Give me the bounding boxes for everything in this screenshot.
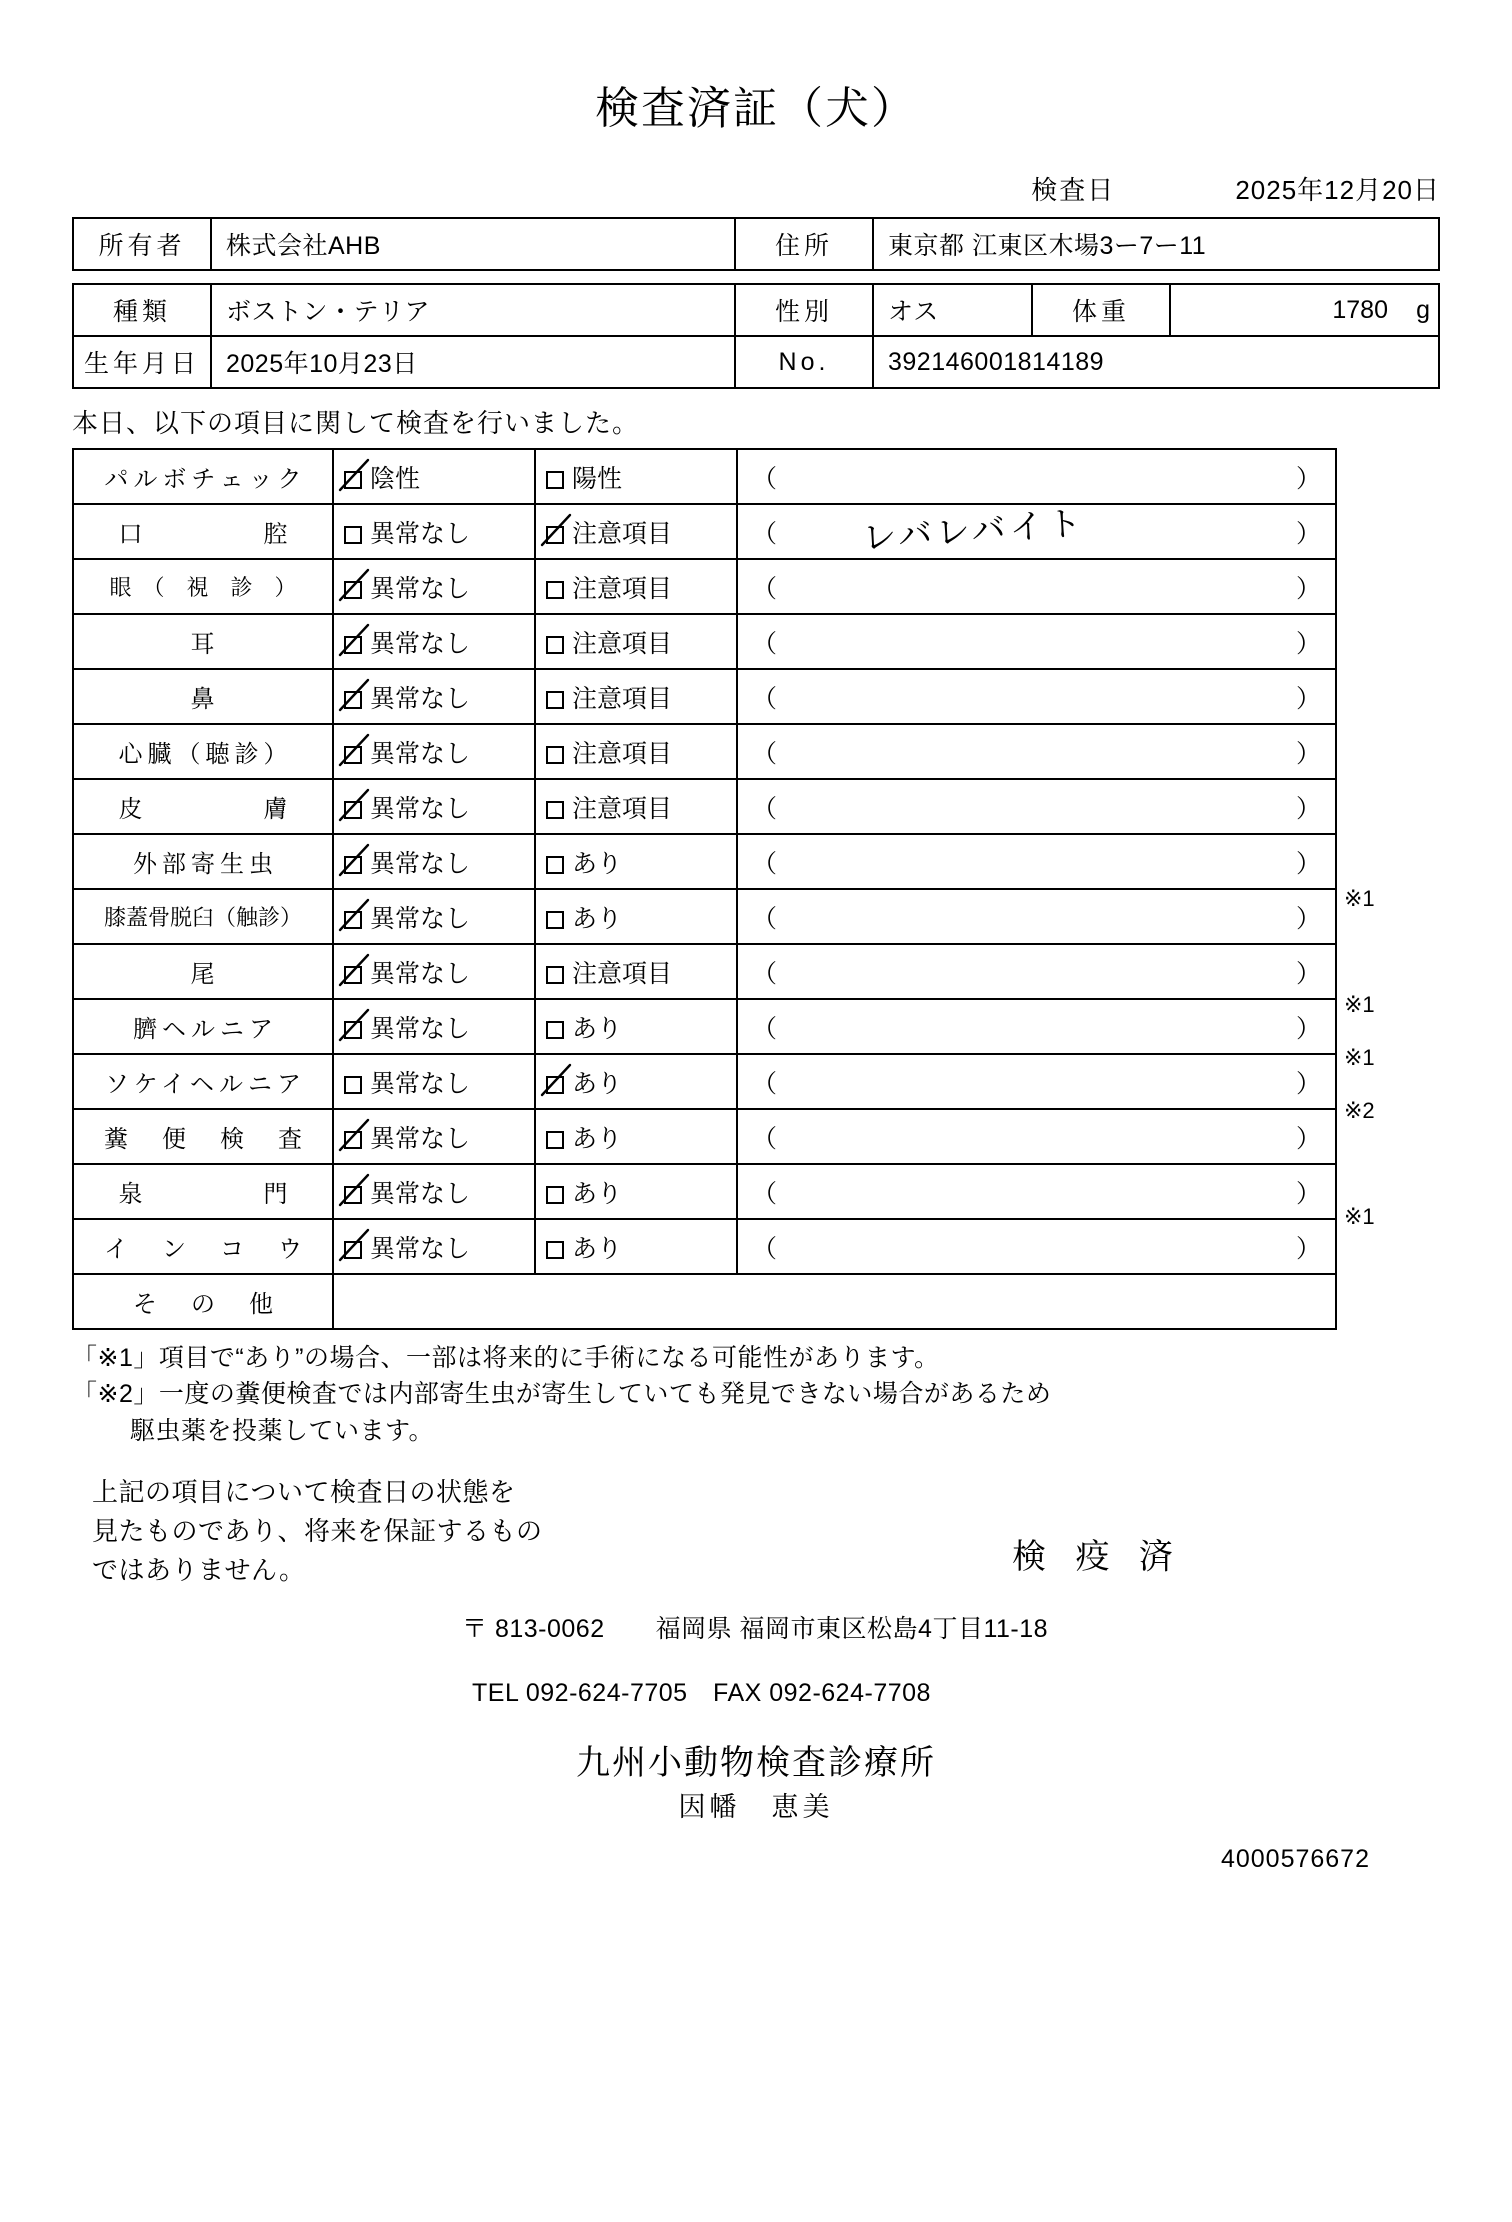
paren-close: ） bbox=[1295, 1069, 1321, 1098]
clinic-name: 九州小動物検査診療所 bbox=[576, 1743, 936, 1782]
checklist-note-marker: ※2 bbox=[1344, 1098, 1375, 1123]
checklist-option-1[interactable] bbox=[333, 1164, 535, 1219]
checklist-option-2-label: 陽性 bbox=[572, 464, 623, 493]
weight-label: 体重 bbox=[1032, 284, 1170, 336]
checklist-option-2[interactable] bbox=[535, 834, 737, 889]
checklist-remark-field[interactable] bbox=[737, 724, 1336, 779]
owner-label: 所有者 bbox=[73, 218, 211, 270]
checklist-option-2[interactable] bbox=[535, 779, 737, 834]
checklist-item-label: 眼 （ 視 診 ） bbox=[73, 559, 333, 614]
checklist-option-1-label: 異常なし bbox=[370, 519, 471, 548]
checkbox[interactable] bbox=[546, 581, 564, 599]
checkbox[interactable] bbox=[546, 471, 564, 489]
paren-open: （ bbox=[752, 1234, 778, 1263]
checklist-row bbox=[73, 724, 1336, 779]
checklist-option-2-label: 注意項目 bbox=[572, 574, 673, 603]
paren-close: ） bbox=[1295, 574, 1321, 603]
checklist-option-1-label: 異常なし bbox=[370, 629, 471, 658]
owner-value: 株式会社AHB bbox=[211, 218, 735, 270]
checklist-remark-field[interactable] bbox=[737, 559, 1336, 614]
birth-value: 2025年10月23日 bbox=[211, 336, 735, 388]
paren-open: （ bbox=[752, 849, 778, 878]
checkbox[interactable] bbox=[546, 911, 564, 929]
weight-value: 1780 bbox=[1332, 295, 1388, 324]
paren-close: ） bbox=[1295, 1179, 1321, 1208]
sex-value: オス bbox=[873, 284, 1032, 336]
checklist-row bbox=[73, 779, 1336, 834]
checklist-option-1-label: 異常なし bbox=[370, 1234, 471, 1263]
checkbox[interactable] bbox=[344, 966, 362, 984]
checkbox[interactable] bbox=[546, 856, 564, 874]
checklist-option-1-label: 異常なし bbox=[370, 959, 471, 988]
disclaimer bbox=[92, 1473, 543, 1590]
checkbox[interactable] bbox=[546, 746, 564, 764]
checkbox[interactable] bbox=[546, 691, 564, 709]
checklist-option-1[interactable] bbox=[333, 1054, 535, 1109]
paren-close: ） bbox=[1295, 849, 1321, 878]
checklist-option-1[interactable] bbox=[333, 724, 535, 779]
checklist-remark-field[interactable] bbox=[737, 944, 1336, 999]
weight-cell bbox=[1170, 284, 1439, 336]
footnotes bbox=[72, 1340, 1440, 1449]
paren-open: （ bbox=[752, 1179, 778, 1208]
paren-open: （ bbox=[752, 464, 778, 493]
checkbox[interactable] bbox=[344, 581, 362, 599]
checklist-item-label: パルボチェック bbox=[73, 449, 333, 504]
checklist-option-1[interactable] bbox=[333, 559, 535, 614]
paren-open: （ bbox=[752, 519, 778, 548]
checklist-row bbox=[73, 614, 1336, 669]
checklist-option-1-label: 異常なし bbox=[370, 1069, 471, 1098]
serial-number: 4000576672 bbox=[1220, 1844, 1370, 1873]
checklist-option-1[interactable] bbox=[333, 449, 535, 504]
paren-open: （ bbox=[752, 629, 778, 658]
checklist-option-1-label: 陰性 bbox=[370, 464, 421, 493]
checkbox[interactable] bbox=[546, 1021, 564, 1039]
footer-block bbox=[72, 1473, 1440, 1873]
checklist-row bbox=[73, 669, 1336, 724]
breed-value: ボストン・テリア bbox=[211, 284, 735, 336]
paren-close: ） bbox=[1295, 1014, 1321, 1043]
checklist-remark-field[interactable] bbox=[737, 614, 1336, 669]
checkbox[interactable] bbox=[344, 856, 362, 874]
checklist-item-label: 口 腔 bbox=[73, 504, 333, 559]
checklist-row bbox=[73, 999, 1336, 1054]
checklist-option-2[interactable] bbox=[535, 504, 737, 559]
checklist-option-1[interactable] bbox=[333, 504, 535, 559]
clinic-address: 〒 813-0062 福岡県 福岡市東区松島4丁目11-18 bbox=[462, 1614, 1049, 1643]
checkbox[interactable] bbox=[546, 1186, 564, 1204]
paren-open: （ bbox=[752, 684, 778, 713]
checklist-option-1-label: 異常なし bbox=[370, 1124, 471, 1153]
checklist-row bbox=[73, 1274, 1336, 1329]
checklist-option-2[interactable] bbox=[535, 1219, 737, 1274]
page-title: 検査済証（犬） bbox=[595, 83, 917, 134]
checklist-note-marker: ※1 bbox=[1344, 992, 1375, 1017]
checklist-remark-field[interactable] bbox=[737, 449, 1336, 504]
checklist-option-2-label: あり bbox=[572, 1179, 623, 1208]
paren-close: ） bbox=[1295, 739, 1321, 768]
checklist-option-2-label: あり bbox=[572, 1014, 623, 1043]
checklist-item-label: 泉 門 bbox=[73, 1164, 333, 1219]
checklist-row bbox=[73, 449, 1336, 504]
checklist-remark-field[interactable] bbox=[737, 779, 1336, 834]
checklist-option-2[interactable] bbox=[535, 889, 737, 944]
quarantine-stamp: 検 疫 済 bbox=[1012, 1537, 1183, 1576]
table-row bbox=[73, 336, 1439, 388]
checklist-option-1[interactable] bbox=[333, 1219, 535, 1274]
checkbox[interactable] bbox=[344, 746, 362, 764]
checklist-remark-field[interactable] bbox=[737, 1219, 1336, 1274]
checklist-wrapper bbox=[72, 448, 1440, 1330]
checklist-row bbox=[73, 944, 1336, 999]
checklist-remark-field[interactable] bbox=[737, 999, 1336, 1054]
paren-close: ） bbox=[1295, 959, 1321, 988]
checklist-option-2-label: 注意項目 bbox=[572, 519, 673, 548]
paren-open: （ bbox=[752, 904, 778, 933]
checklist-option-2-label: あり bbox=[572, 1069, 623, 1098]
checklist-remark-field[interactable] bbox=[737, 889, 1336, 944]
checklist-row bbox=[73, 559, 1336, 614]
paren-close: ） bbox=[1295, 519, 1321, 548]
checklist-option-1-label: 異常なし bbox=[370, 739, 471, 768]
checklist-option-2-label: あり bbox=[572, 904, 623, 933]
paren-open: （ bbox=[752, 1069, 778, 1098]
footnote-2: 「※2」一度の糞便検査では内部寄生虫が寄生していても発見できない場合があるため bbox=[72, 1380, 1052, 1409]
checkbox[interactable] bbox=[344, 1021, 362, 1039]
checkbox[interactable] bbox=[546, 526, 564, 544]
checklist-remark-field[interactable] bbox=[737, 834, 1336, 889]
checkbox[interactable] bbox=[344, 911, 362, 929]
checklist-row bbox=[73, 1219, 1336, 1274]
checkbox[interactable] bbox=[344, 691, 362, 709]
checklist-option-2[interactable] bbox=[535, 614, 737, 669]
paren-close: ） bbox=[1295, 1234, 1321, 1263]
checklist-item-label: 心臓（聴診） bbox=[73, 724, 333, 779]
paren-open: （ bbox=[752, 794, 778, 823]
footnote-1: 「※1」項目で“あり”の場合、一部は将来的に手術になる可能性があります。 bbox=[72, 1344, 940, 1372]
exam-date-label: 検査日 bbox=[1031, 175, 1116, 205]
checkbox[interactable] bbox=[344, 636, 362, 654]
checklist-table bbox=[72, 448, 1337, 1330]
checklist-option-2-label: 注意項目 bbox=[572, 959, 673, 988]
weight-unit: g bbox=[1416, 295, 1430, 324]
checklist-option-2[interactable] bbox=[535, 1054, 737, 1109]
checkbox[interactable] bbox=[344, 1186, 362, 1204]
checklist-option-2-label: 注意項目 bbox=[572, 739, 673, 768]
checkbox[interactable] bbox=[344, 1241, 362, 1259]
paren-close: ） bbox=[1295, 1124, 1321, 1153]
disclaimer-line-3: ではありません。 bbox=[92, 1554, 306, 1585]
checklist-note-marker: ※1 bbox=[1344, 886, 1375, 911]
checklist-item-label: 臍ヘルニア bbox=[73, 999, 333, 1054]
checklist-remark-field[interactable] bbox=[737, 1054, 1336, 1109]
checklist-option-1[interactable] bbox=[333, 944, 535, 999]
checkbox[interactable] bbox=[546, 1076, 564, 1094]
birth-label: 生年月日 bbox=[73, 336, 211, 388]
checklist-item-label: そ の 他 bbox=[73, 1274, 333, 1329]
checklist-option-2[interactable] bbox=[535, 449, 737, 504]
paren-close: ） bbox=[1295, 629, 1321, 658]
sex-label: 性別 bbox=[735, 284, 873, 336]
checklist-item-label: 鼻 bbox=[73, 669, 333, 724]
doctor-name: 因幡 恵美 bbox=[678, 1791, 834, 1822]
checklist-item-label: 耳 bbox=[73, 614, 333, 669]
footnote-3: 駆虫薬を投薬しています。 bbox=[130, 1416, 435, 1445]
checklist-option-1-label: 異常なし bbox=[370, 849, 471, 878]
exam-date-value: 2025年12月20日 bbox=[1235, 175, 1440, 205]
checklist-option-1[interactable] bbox=[333, 1109, 535, 1164]
checkbox[interactable] bbox=[546, 636, 564, 654]
checklist-option-2[interactable] bbox=[535, 724, 737, 779]
checklist-option-1-label: 異常なし bbox=[370, 1179, 471, 1208]
checklist-remark-field[interactable] bbox=[737, 1164, 1336, 1219]
checklist-note-marker: ※1 bbox=[1344, 1045, 1375, 1070]
checklist-option-2[interactable] bbox=[535, 1164, 737, 1219]
checklist-option-2[interactable] bbox=[535, 944, 737, 999]
checklist-item-label: ソケイヘルニア bbox=[73, 1054, 333, 1109]
certificate-page bbox=[0, 72, 1512, 2222]
checklist-item-label: 膝蓋骨脱臼（触診） bbox=[73, 889, 333, 944]
checklist-other-field[interactable] bbox=[333, 1274, 1336, 1329]
checklist-option-2-label: あり bbox=[572, 1234, 623, 1263]
checklist-option-2[interactable] bbox=[535, 559, 737, 614]
address-label: 住所 bbox=[735, 218, 873, 270]
checklist-option-2-label: 注意項目 bbox=[572, 794, 673, 823]
info-table bbox=[72, 283, 1440, 389]
checkbox[interactable] bbox=[344, 471, 362, 489]
paren-open: （ bbox=[752, 739, 778, 768]
disclaimer-line-2: 見たものであり、将来を保証するもの bbox=[92, 1515, 543, 1546]
paren-open: （ bbox=[752, 1124, 778, 1153]
checkbox[interactable] bbox=[344, 1076, 362, 1094]
checklist-option-2-label: あり bbox=[572, 849, 623, 878]
paren-open: （ bbox=[752, 959, 778, 988]
checkbox[interactable] bbox=[546, 801, 564, 819]
checkbox[interactable] bbox=[344, 1131, 362, 1149]
checklist-option-2[interactable] bbox=[535, 999, 737, 1054]
checklist-option-1[interactable] bbox=[333, 999, 535, 1054]
checklist-note-marker: ※1 bbox=[1344, 1204, 1375, 1229]
paren-close: ） bbox=[1295, 684, 1321, 713]
paren-open: （ bbox=[752, 1014, 778, 1043]
checklist-option-1-label: 異常なし bbox=[370, 794, 471, 823]
checkbox[interactable] bbox=[344, 526, 362, 544]
address-value: 東京都 江東区木場3ー7ー11 bbox=[873, 218, 1439, 270]
checklist-item-label: 糞 便 検 査 bbox=[73, 1109, 333, 1164]
checklist-row bbox=[73, 1054, 1336, 1109]
checklist-option-1-label: 異常なし bbox=[370, 574, 471, 603]
no-value: 392146001814189 bbox=[873, 336, 1439, 388]
breed-label: 種類 bbox=[73, 284, 211, 336]
no-label: No. bbox=[735, 336, 873, 388]
intro-text: 本日、以下の項目に関して検査を行いました。 bbox=[72, 408, 640, 438]
checklist-row bbox=[73, 1164, 1336, 1219]
clinic-telephone: TEL 092-624-7705 FAX 092-624-7708 bbox=[472, 1678, 931, 1707]
checklist-row bbox=[73, 889, 1336, 944]
checklist-option-2[interactable] bbox=[535, 1109, 737, 1164]
paren-close: ） bbox=[1295, 904, 1321, 933]
checklist-option-2-label: あり bbox=[572, 1124, 623, 1153]
checklist-row bbox=[73, 834, 1336, 889]
paren-open: （ bbox=[752, 574, 778, 603]
table-row bbox=[73, 218, 1439, 270]
paren-close: ） bbox=[1295, 464, 1321, 493]
checklist-item-label: 外部寄生虫 bbox=[73, 834, 333, 889]
checklist-row bbox=[73, 1109, 1336, 1164]
paren-close: ） bbox=[1295, 794, 1321, 823]
checklist-item-label: イ ン コ ウ bbox=[73, 1219, 333, 1274]
disclaimer-line-1: 上記の項目について検査日の状態を bbox=[92, 1476, 516, 1507]
checkbox[interactable] bbox=[344, 801, 362, 819]
checklist-option-2-label: 注意項目 bbox=[572, 684, 673, 713]
checklist-option-2-label: 注意項目 bbox=[572, 629, 673, 658]
checklist-option-1-label: 異常なし bbox=[370, 684, 471, 713]
checklist-row bbox=[73, 504, 1336, 559]
checkbox[interactable] bbox=[546, 1131, 564, 1149]
table-row bbox=[73, 284, 1439, 336]
exam-date-row bbox=[0, 170, 1512, 207]
checklist-option-1[interactable] bbox=[333, 834, 535, 889]
checklist-option-1[interactable] bbox=[333, 614, 535, 669]
checklist-option-1[interactable] bbox=[333, 889, 535, 944]
checkbox[interactable] bbox=[546, 1241, 564, 1259]
checklist-option-1[interactable] bbox=[333, 669, 535, 724]
checklist-option-1-label: 異常なし bbox=[370, 1014, 471, 1043]
checklist-remark-field[interactable] bbox=[737, 1109, 1336, 1164]
checklist-item-label: 皮 膚 bbox=[73, 779, 333, 834]
checklist-item-label: 尾 bbox=[73, 944, 333, 999]
handwritten-remark: レバレバイト bbox=[861, 503, 1087, 559]
checklist-option-1[interactable] bbox=[333, 779, 535, 834]
checkbox[interactable] bbox=[546, 966, 564, 984]
owner-table bbox=[72, 217, 1440, 271]
checklist-remark-field[interactable] bbox=[737, 669, 1336, 724]
checklist-option-1-label: 異常なし bbox=[370, 904, 471, 933]
checklist-option-2[interactable] bbox=[535, 669, 737, 724]
